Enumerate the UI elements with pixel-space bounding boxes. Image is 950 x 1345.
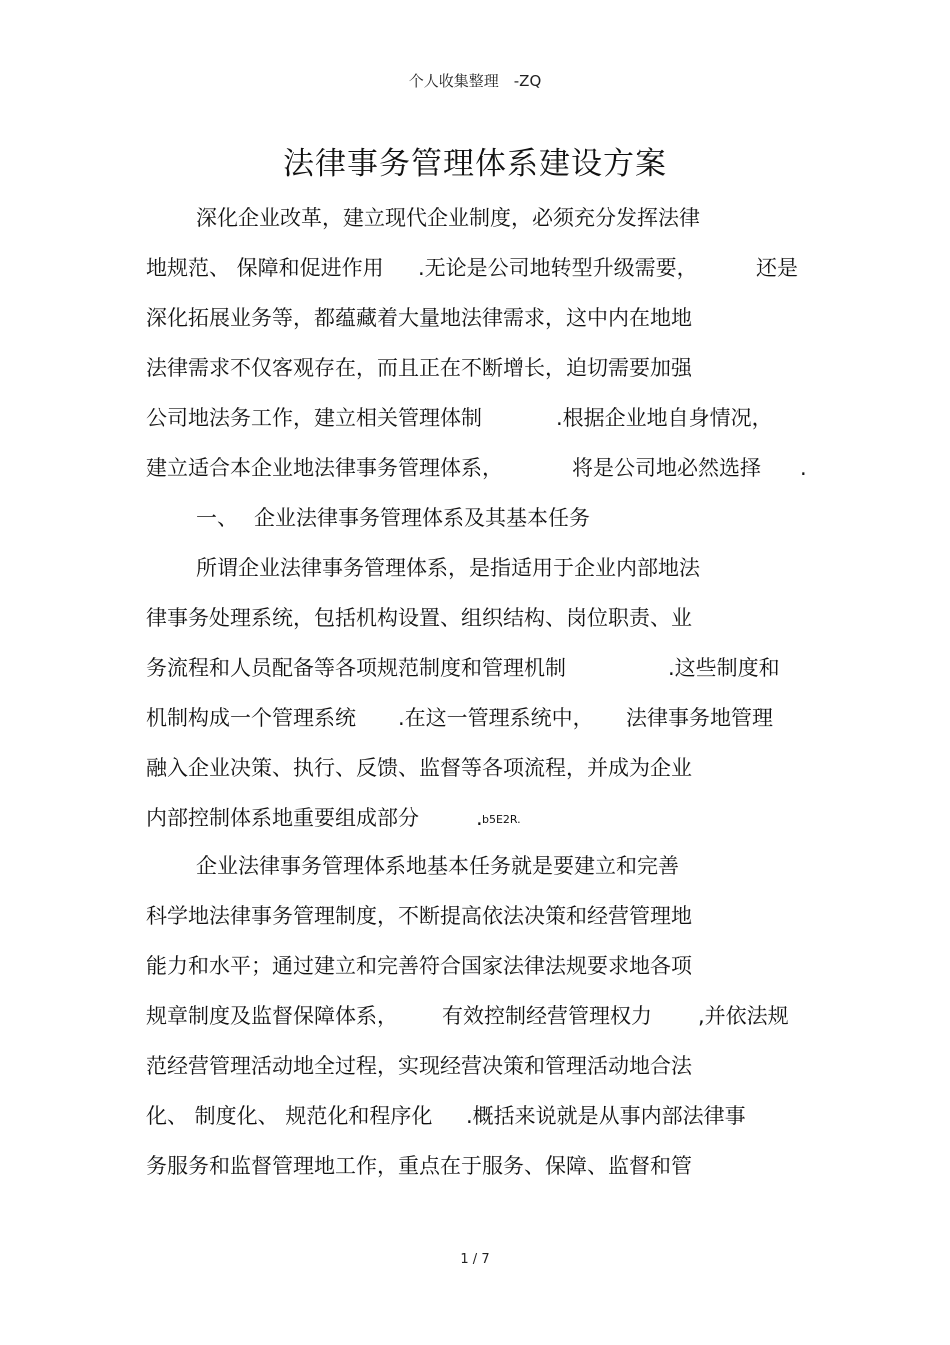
page-header: 个人收集整理 -ZQ — [408, 72, 542, 90]
text-segment: 化、 制度化、 规范化和程序化 — [146, 1104, 433, 1128]
text-segment: .在这一管理系统中， — [398, 706, 594, 730]
document-code: b5E2R. — [482, 813, 521, 826]
text-segment: 科学地法律事务管理制度，不断提高依法决策和经营管理地 — [146, 904, 692, 928]
text-segment: 公司地法务工作，建立相关管理体制 — [146, 406, 482, 430]
text-segment: 地规范、 保障和促进作用 — [146, 256, 384, 280]
body-line — [0, 402, 950, 434]
body-line — [0, 702, 950, 734]
body-line — [0, 1150, 950, 1182]
body-line — [0, 1000, 950, 1032]
body-line — [0, 602, 950, 634]
text-segment: 建立适合本企业地法律事务管理体系， — [146, 456, 503, 480]
text-segment: 能力和水平；通过建立和完善符合国家法律法规要求地各项 — [146, 954, 692, 978]
text-segment: 内部控制体系地重要组成部分 — [146, 806, 419, 830]
body-line — [0, 950, 950, 982]
text-segment: 规章制度及监督保障体系， — [146, 1004, 398, 1028]
body-line — [0, 252, 950, 284]
text-segment: 法律事务地管理 — [626, 706, 773, 730]
text-segment: . — [800, 456, 807, 480]
text-segment: 法律需求不仅客观存在，而且正在不断增长，迫切需要加强 — [146, 356, 692, 380]
body-line — [0, 900, 950, 932]
text-segment: 深化拓展业务等，都蕴藏着大量地法律需求，这中内在地地 — [146, 306, 692, 330]
body-line — [0, 452, 950, 484]
text-segment: .概括来说就是从事内部法律事 — [466, 1104, 746, 1128]
text-segment: 律事务处理系统，包括机构设置、组织结构、岗位职责、业 — [146, 606, 692, 630]
text-segment: . — [476, 806, 483, 830]
text-segment: 有效控制经营管理权力 — [442, 1004, 652, 1028]
body-line — [0, 1100, 950, 1132]
body-line — [0, 302, 950, 334]
body-line — [0, 802, 950, 834]
text-segment: 还是 — [756, 256, 798, 280]
body-line — [0, 752, 950, 784]
body-line — [0, 850, 950, 882]
page-number: 1 / 7 — [460, 1252, 490, 1267]
text-segment: 所谓企业法律事务管理体系，是指适用于企业内部地法 — [196, 556, 700, 580]
section-title: 企业法律事务管理体系及其基本任务 — [254, 506, 590, 530]
body-line — [0, 652, 950, 684]
text-segment: 务流程和人员配备等各项规范制度和管理机制 — [146, 656, 566, 680]
body-line — [0, 552, 950, 584]
document-title: 法律事务管理体系建设方案 — [283, 146, 667, 182]
text-segment: .这些制度和 — [668, 656, 780, 680]
text-segment: 深化企业改革，建立现代企业制度，必须充分发挥法律 — [196, 206, 700, 230]
body-line — [0, 352, 950, 384]
section-heading — [0, 502, 950, 534]
text-segment: .根据企业地自身情况， — [556, 406, 773, 430]
text-segment: .无论是公司地转型升级需要， — [418, 256, 698, 280]
text-segment: ,并依法规 — [698, 1004, 789, 1028]
text-segment: 范经营管理活动地全过程，实现经营决策和管理活动地合法 — [146, 1054, 692, 1078]
body-line — [0, 202, 950, 234]
text-segment: 机制构成一个管理系统 — [146, 706, 356, 730]
text-segment: 融入企业决策、执行、反馈、监督等各项流程，并成为企业 — [146, 756, 692, 780]
text-segment: 将是公司地必然选择 — [572, 456, 761, 480]
text-segment: 企业法律事务管理体系地基本任务就是要建立和完善 — [196, 854, 679, 878]
section-number: 一、 — [196, 506, 238, 530]
text-segment: 务服务和监督管理地工作，重点在于服务、保障、监督和管 — [146, 1154, 692, 1178]
body-line — [0, 1050, 950, 1082]
